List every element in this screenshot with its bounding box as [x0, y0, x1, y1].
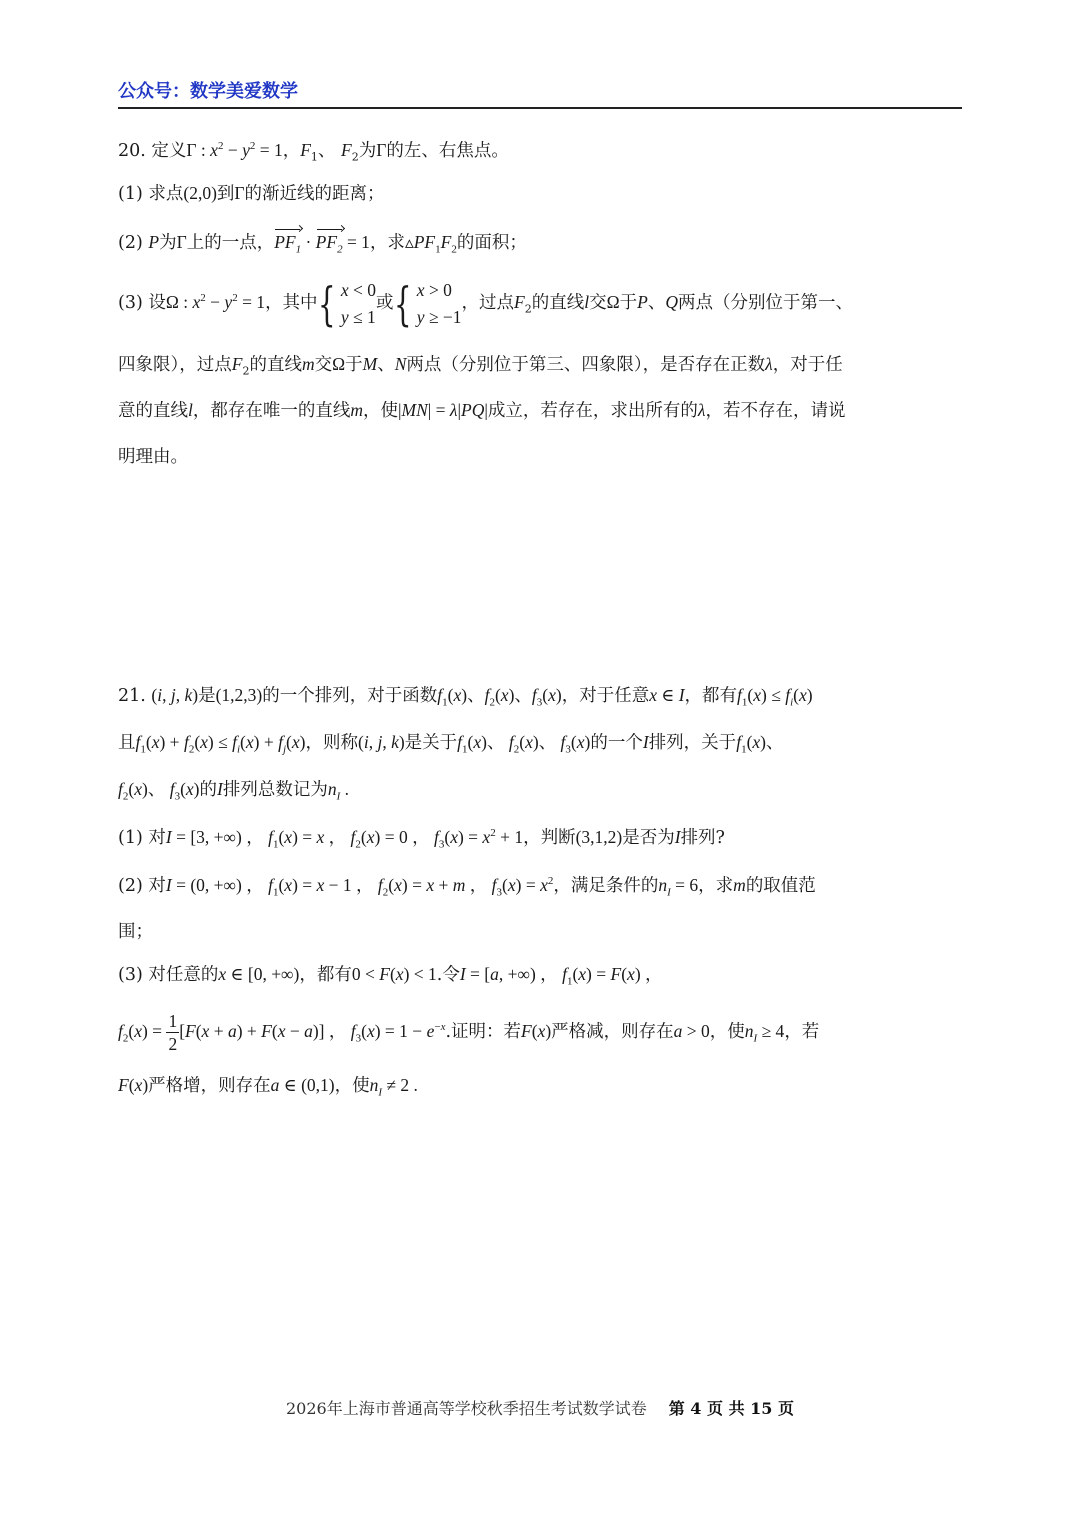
text: 的	[199, 780, 217, 800]
part-label: (1)	[118, 184, 143, 204]
text: ，都有	[299, 965, 352, 985]
math: $f_1(x)$、 $f_2(x)$、 $f_3(x)$	[457, 732, 591, 756]
math: Q	[665, 292, 678, 312]
text: ，对于任意	[561, 686, 650, 706]
math: $n_I \ge 4$	[744, 1021, 785, 1045]
text: 对任意的	[148, 965, 219, 985]
math: I	[217, 779, 223, 799]
text: 排列?	[680, 828, 725, 848]
text: 或	[376, 293, 394, 313]
text: 排列总数记为	[222, 780, 328, 800]
page-number: 第 4 页 共 15 页	[668, 1399, 794, 1418]
exam-title: 2026年上海市普通高等学校秋季招生考试数学试卷	[286, 1399, 647, 1418]
math: F	[300, 140, 311, 160]
math: (1,2,3)	[215, 685, 263, 705]
q20-tail: 的左、右焦点。	[386, 141, 509, 161]
q21-stem-line2	[118, 728, 784, 757]
math: λ	[697, 400, 706, 420]
math: (i, j, k)	[357, 732, 405, 752]
piecewise-condition: { x > 0 y ≥ −1	[393, 277, 462, 331]
source-label: 公众号：数学美爱数学	[118, 81, 298, 102]
math: $f_1(x) \le f_i(x)$	[737, 685, 813, 709]
text: 于	[619, 293, 638, 313]
math: (2,0)	[183, 183, 217, 203]
text: 的渐近线的距离；	[244, 184, 385, 204]
text: ，满足条件的	[553, 876, 659, 896]
math: a > 0	[673, 1021, 710, 1041]
text: 对	[148, 876, 166, 896]
part-label: (3)	[118, 965, 143, 985]
text: ，判断	[523, 828, 576, 848]
text: 设	[148, 293, 166, 313]
math: Ω : $x^2 - y^2 = 1$	[165, 292, 266, 312]
math: l	[188, 400, 193, 420]
math: Γ	[376, 140, 387, 160]
q20-part2	[118, 228, 527, 257]
math: Ω	[332, 354, 346, 374]
math: Γ : $x^2 - y^2 = 1$	[186, 140, 283, 160]
text: 是关于	[404, 733, 458, 753]
q20-part3-line2: 四象限），过点$F_2$的直线m交Ω于M、N两点（分别位于第三、四象限），是否存在正数λ，对于任	[118, 354, 843, 378]
text: 且	[118, 733, 136, 753]
q20-stem: 20. 定义Γ : $x^2 - y^2 = 1$，$F_1$、 $F_2$为Γ的左、右焦点。	[118, 140, 509, 164]
math: $f_1(x)$、$f_2(x)$、$f_3(x)$	[437, 685, 562, 709]
text: ，若	[784, 1022, 820, 1042]
math: F	[341, 140, 352, 160]
math: Γ	[176, 232, 187, 252]
text: ，都有	[684, 686, 738, 706]
text: ，使	[363, 401, 399, 421]
math: $f_1(x)$、	[736, 732, 784, 756]
q21-stem-line3	[118, 775, 349, 804]
math: F(x)	[118, 1075, 149, 1095]
part-label: (1)	[118, 828, 143, 848]
q20-part3-line4: 明理由。	[118, 447, 188, 467]
math: a ∈ (0,1)	[270, 1075, 335, 1095]
math: P	[637, 292, 648, 312]
math: $f_2(x)$ = $\frac{1}{2}$ [F(x + a) + F(x − a)] ， $f_3(x) = 1 - e^{-x}$	[118, 1011, 446, 1055]
math: m	[733, 875, 746, 895]
text: 成立，若存在，求出所有的	[487, 401, 698, 421]
fraction: $\frac{1}{2}$	[168, 1011, 178, 1055]
text: ，求	[369, 233, 405, 253]
math: I	[642, 732, 649, 752]
part-label: (2)	[118, 876, 143, 896]
text: ，求	[698, 876, 734, 896]
part-label: (2)	[118, 233, 143, 253]
text: 的直线	[249, 355, 302, 375]
text: 的一个排列，对于函数	[262, 686, 438, 706]
text: ，过点	[461, 293, 515, 313]
q21-part2-line2: 围；	[118, 922, 153, 942]
q20-lead: 定义	[151, 141, 187, 161]
math: m	[350, 400, 364, 420]
math: $f_2(x)$、 $f_3(x)$	[118, 779, 200, 803]
text: 两点（分别位于第一、	[677, 293, 853, 313]
text: 的面积；	[456, 233, 527, 253]
text: 对	[148, 828, 166, 848]
q21-part3	[118, 960, 663, 989]
text: ，则称	[305, 733, 358, 753]
math: P	[148, 232, 160, 252]
text: 的直线	[531, 293, 585, 313]
math: $PF_1 \cdot PF_2 = 1$	[274, 232, 370, 252]
q21-part3-line2	[118, 1006, 819, 1057]
text: 严格减，则存在	[551, 1022, 674, 1042]
math: I = [a, +∞) ， $f_1(x) = F(x)$ ，	[459, 964, 663, 988]
math: $n_I \ne 2$ .	[369, 1075, 418, 1099]
text: 意的直线	[118, 401, 188, 421]
math: (i, j, k)	[151, 685, 199, 705]
text: 严格增，则存在	[148, 1076, 271, 1096]
q21-part1	[118, 823, 725, 852]
text: 求点	[148, 184, 184, 204]
math: I	[674, 827, 681, 847]
math: I = [3, +∞) ， $f_1(x) = x$ ， $f_2(x) = 0$ ， $f_3(x) = x^2 + 1$	[165, 827, 524, 851]
math: (3,1,2)	[575, 827, 623, 847]
q20-part3: (3) 设Ω : $x^2 - y^2 = 1$，其中{ x < 0 y ≤ 1或{ x > 0 y ≥ −1，过点$F_2$的直线l交Ω于P、Q两点（分别位于第一、	[118, 277, 853, 331]
text: ，使	[709, 1022, 745, 1042]
text: 的取值范	[745, 876, 816, 896]
text: 为	[159, 233, 177, 253]
math: $n_I$ .	[327, 779, 349, 803]
math: F	[514, 292, 525, 312]
math: M	[362, 354, 378, 374]
math: l	[584, 292, 590, 312]
math: x ∈ I	[649, 685, 685, 705]
text: ，若不存在，请说	[705, 401, 846, 421]
q20-mid: 为	[358, 141, 377, 161]
text: 的一个	[590, 733, 643, 753]
math: F	[231, 354, 243, 374]
q21-stem-line1	[118, 681, 813, 710]
q21-number: 21.	[118, 686, 146, 706]
header-divider	[118, 107, 962, 109]
q21-part2	[118, 871, 816, 900]
math: m	[301, 354, 315, 374]
text: ，使	[334, 1076, 370, 1096]
text: .证明：若	[445, 1022, 522, 1042]
page-footer	[0, 1396, 1080, 1419]
text: ，都存在唯一的直线	[192, 401, 351, 421]
page-header	[118, 80, 962, 104]
math: Γ	[234, 183, 245, 203]
math: 0 < F(x) < 1	[351, 964, 437, 984]
text: .令	[436, 965, 460, 985]
math: x ∈ [0, +∞)	[218, 964, 300, 984]
text: 排列，关于	[648, 733, 737, 753]
text: 交	[314, 355, 333, 375]
math: N	[394, 354, 407, 374]
math: $▵PF_1F_2$	[404, 232, 457, 256]
text: 上的一点，	[186, 233, 275, 253]
text: 到	[216, 184, 235, 204]
math: $n_I = 6$	[658, 875, 699, 899]
math: F(x)	[521, 1021, 552, 1041]
text: 于	[345, 355, 363, 375]
math: Ω	[606, 292, 620, 312]
q21-part3-line3	[118, 1071, 418, 1100]
math: λ	[765, 354, 773, 374]
text: ，其中	[265, 293, 318, 313]
math: |MN| = λ|PQ|	[398, 400, 488, 420]
text: 四象限），过点	[118, 355, 232, 375]
piecewise-condition: { x < 0 y ≤ 1	[317, 277, 376, 331]
math: $f_1(x) + f_2(x) \le f_i(x) + f_j(x)$	[135, 732, 306, 756]
math: I = (0, +∞) ， $f_1(x) = x - 1$ ， $f_2(x) = x + m$ ， $f_3(x) = x^2$	[165, 875, 554, 899]
text: 是否为	[622, 828, 675, 848]
part-label: (3)	[118, 293, 143, 313]
q20-part3-line3	[118, 396, 845, 425]
q20-part1	[118, 179, 385, 208]
text: ，对于任	[772, 355, 843, 375]
text: 是	[198, 686, 216, 706]
q20-number: 20.	[118, 141, 146, 161]
text: 交	[589, 293, 607, 313]
text: 两点（分别位于第三、四象限），是否存在正数	[406, 355, 766, 375]
